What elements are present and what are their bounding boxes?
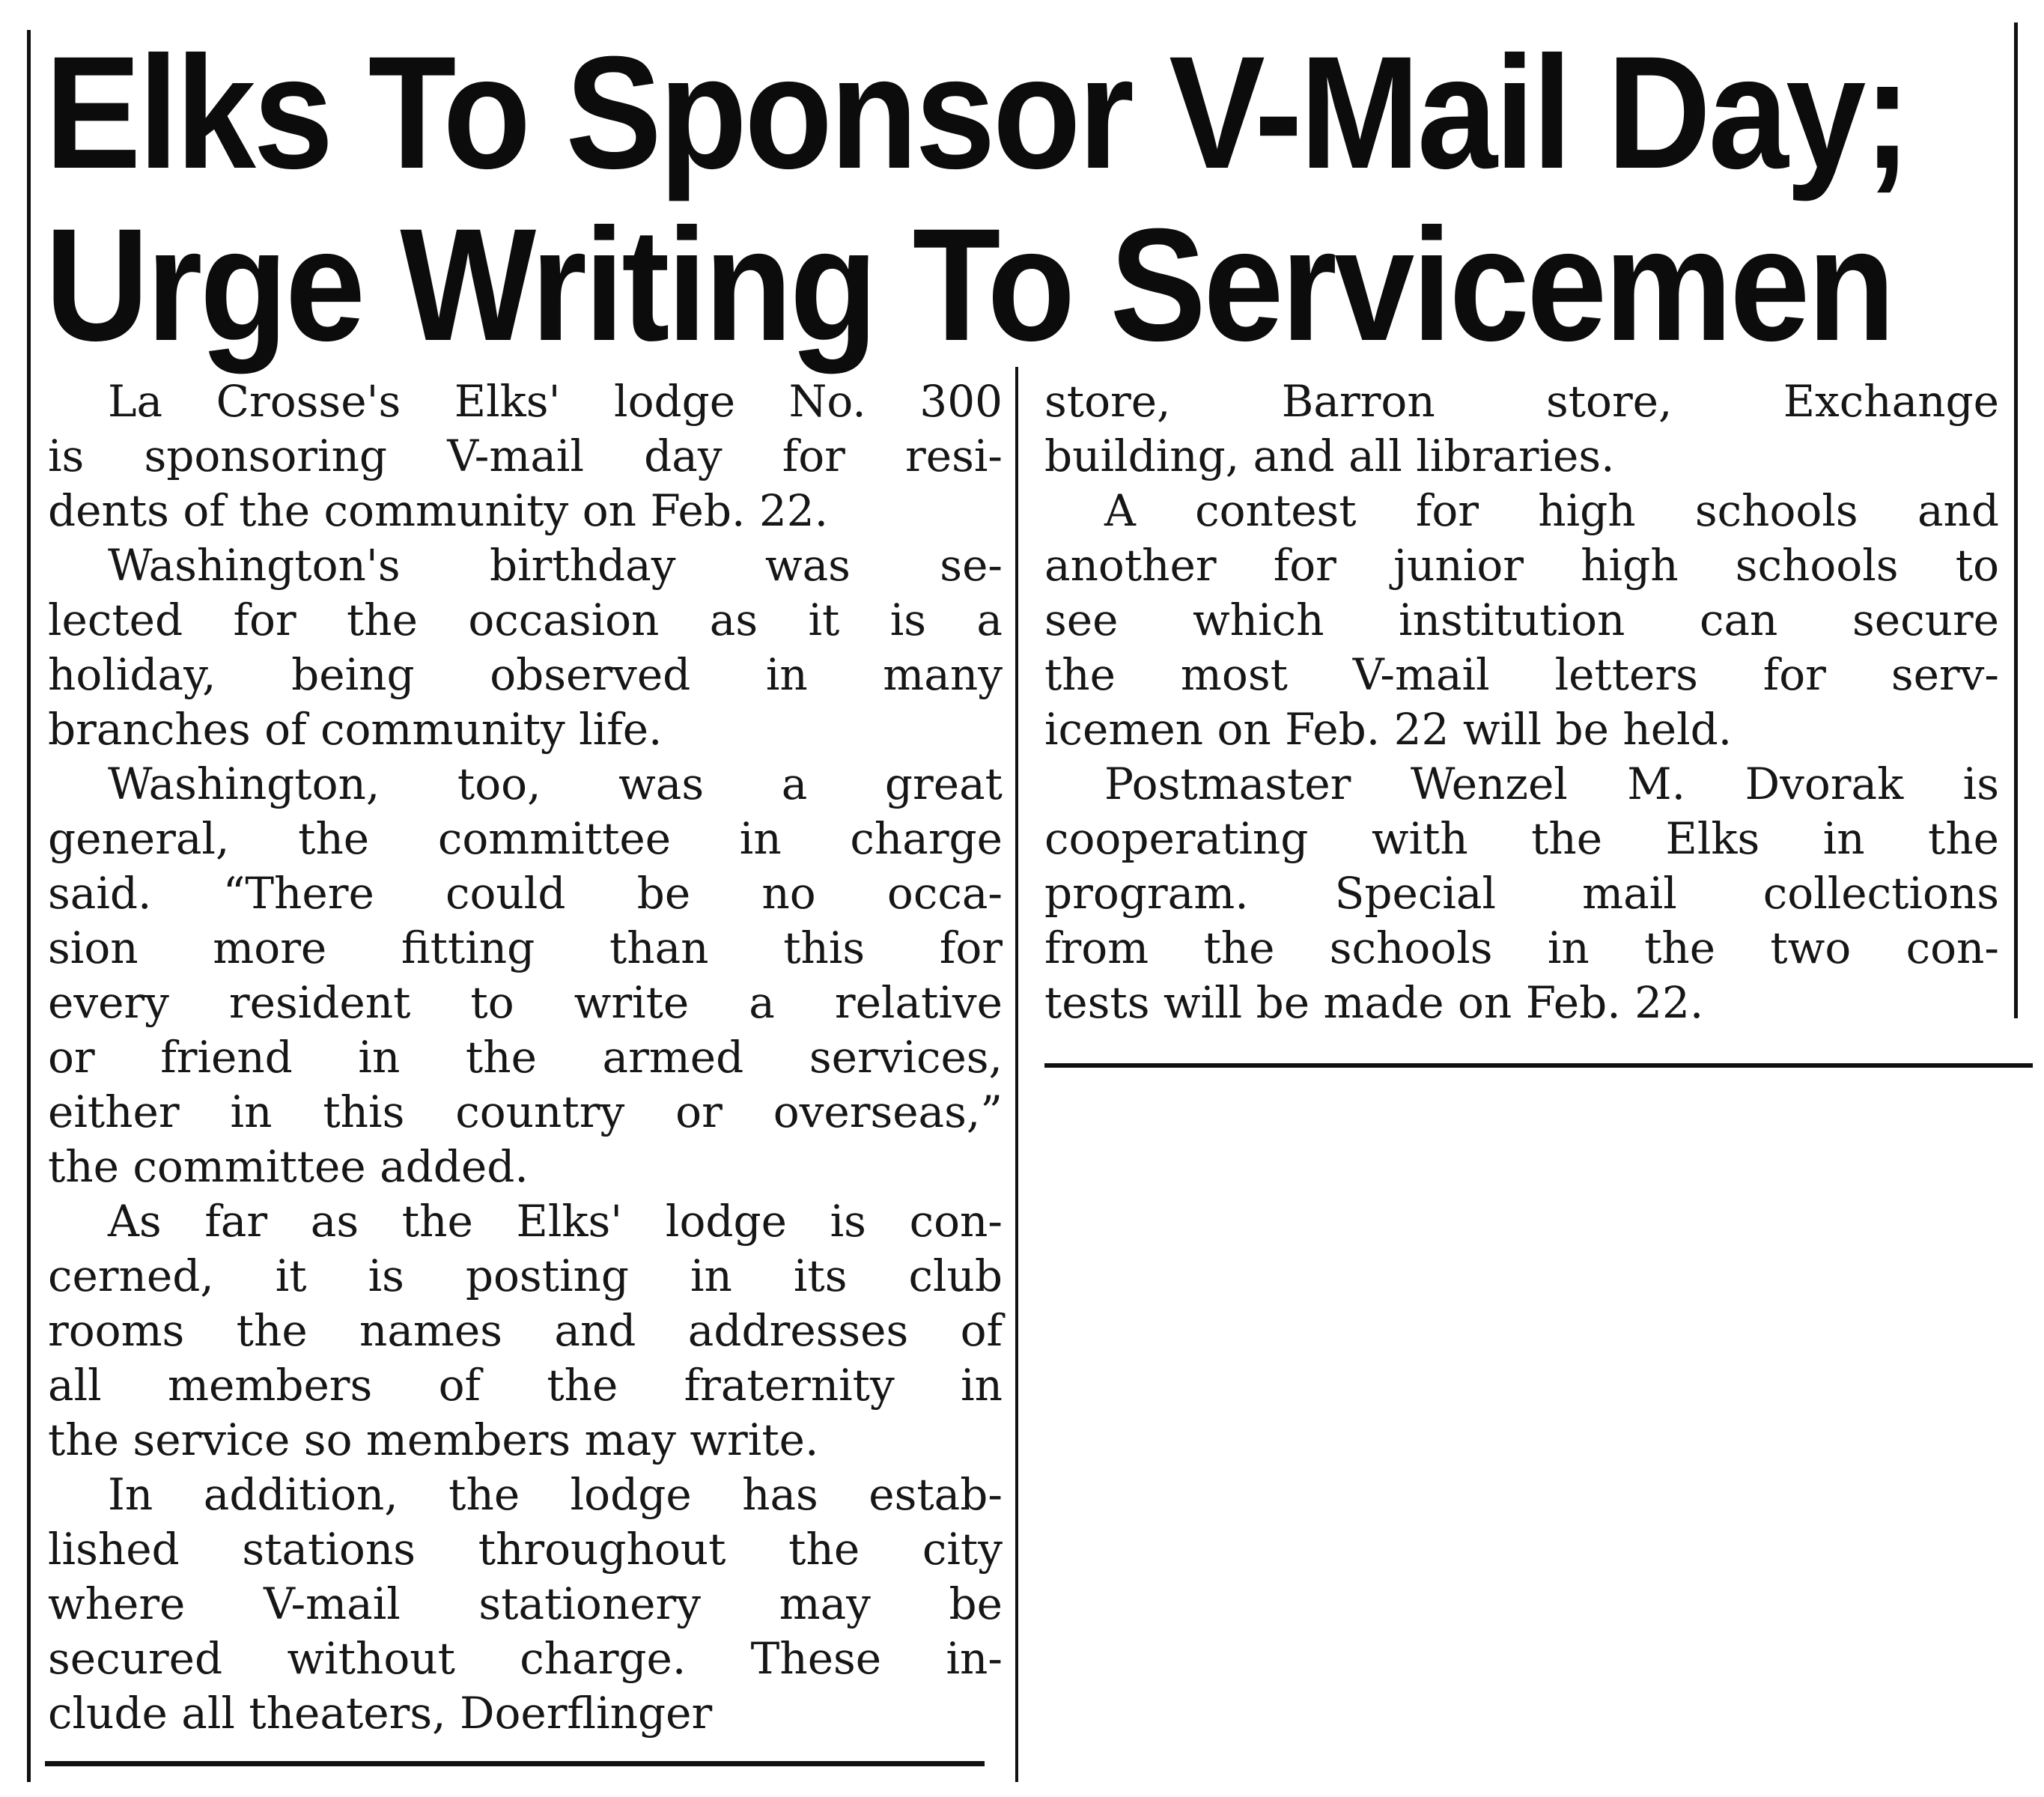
text-line: building, and all libraries. [1044,431,1615,481]
text-line: clude all theaters, Doerflinger [48,1688,713,1739]
text-line: cerned, it is posting in its club [48,1250,1003,1301]
paragraph [48,538,1003,757]
text-line: from the schools in the two con- [1044,922,1999,973]
text-line: As far as the Elks' lodge is con- [108,1196,1003,1247]
text-line: In addition, the lodge has estab- [108,1469,1003,1520]
text-line: where V-mail stationery may be [48,1578,1003,1629]
text-line: Postmaster Wenzel M. Dvorak is [1104,758,1999,809]
text-line: holiday, being observed in many [48,649,1003,700]
article-headline [45,23,1909,374]
text-line: La Crosse's Elks' lodge No. 300 [108,376,1003,427]
text-line: general, the committee in charge [48,813,1003,864]
text-line: Washington's birthday was se- [108,540,1003,591]
text-line: either in this country or overseas,” [48,1086,1003,1137]
text-line: the service so members may write. [48,1414,819,1465]
text-line: A contest for high schools and [1104,485,1999,536]
text-line: lished stations throughout the city [48,1524,1003,1575]
right-column-rule [2014,22,2018,1018]
text-line: tests will be made on Feb. 22. [1044,977,1704,1028]
paragraph [48,374,1003,538]
text-line: rooms the names and addresses of [48,1305,1003,1356]
text-line: is sponsoring V-mail day for resi- [48,431,1003,481]
text-line: secured without charge. These in- [48,1633,1003,1684]
text-line: dents of the community on Feb. 22. [48,485,829,536]
text-line: sion more fitting than this for [48,922,1003,973]
bottom-rule-right [1044,1063,2033,1068]
text-line: every resident to write a relative [48,977,1003,1028]
paragraph [1044,484,1999,757]
article-column-2 [1044,374,1999,1030]
bottom-rule-left [45,1761,985,1766]
article-column-1 [48,374,1003,1741]
left-column-rule [27,30,31,1782]
column-divider-rule [1015,367,1018,1782]
text-line: program. Special mail collections [1044,868,1999,919]
text-line: see which institution can secure [1044,595,1999,645]
paragraph [1044,374,1999,484]
text-line: lected for the occasion as it is a [48,595,1003,645]
text-line: another for junior high schools to [1044,540,1999,591]
headline-line-2: Urge Writing To Servicemen [45,195,1893,374]
text-line: the most V-mail letters for serv- [1044,649,1999,700]
text-line: Washington, too, was a great [108,758,1003,809]
text-line: or friend in the armed services, [48,1032,1003,1083]
paragraph [48,1468,1003,1741]
paragraph [1044,757,1999,1030]
text-line: icemen on Feb. 22 will be held. [1044,704,1733,755]
text-line: cooperating with the Elks in the [1044,813,1999,864]
text-line: said. “There could be no occa- [48,868,1003,919]
text-line: branches of community life. [48,704,663,755]
headline-line-1: Elks To Sponsor V-Mail Day; [45,23,1909,202]
text-line: store, Barron store, Exchange [1044,376,1999,427]
paragraph [48,757,1003,1194]
text-line: the committee added. [48,1141,529,1192]
text-line: all members of the fraternity in [48,1360,1003,1411]
paragraph [48,1194,1003,1468]
previous-headline-remnant [404,0,2007,12]
